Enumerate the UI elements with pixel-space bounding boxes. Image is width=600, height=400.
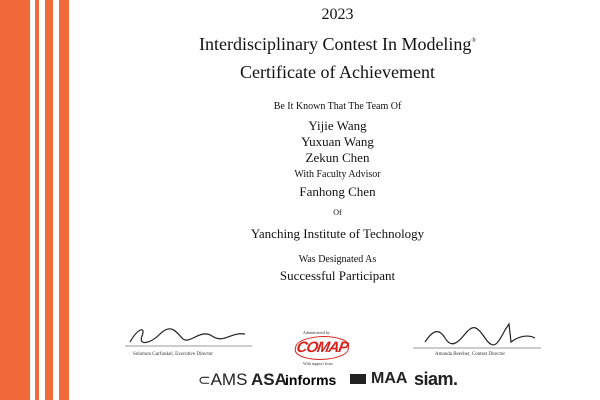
left-stripe-border	[0, 0, 72, 400]
asa-logo: ASA	[251, 370, 287, 389]
informs-logo: informs	[285, 372, 337, 388]
registered-mark: ®	[471, 38, 476, 44]
administered-by-label: Administered by	[303, 330, 330, 335]
comap-logo-text: COMAP	[295, 339, 350, 356]
certificate-title: Certificate of Achievement	[240, 62, 435, 82]
advisor-name: Fanhong Chen	[299, 184, 376, 199]
institution-name: Yanching Institute of Technology	[250, 226, 425, 241]
ams-logo: ⊂AMS	[198, 370, 248, 389]
maa-logo: MAA	[371, 370, 408, 387]
contest-name: Interdisciplinary Contest In Modeling®	[198, 34, 476, 54]
designated-label: Was Designated As	[298, 254, 377, 265]
team-member: Zekun Chen	[305, 150, 370, 165]
of-label: Of	[333, 208, 342, 217]
award-title: Successful Participant	[279, 268, 396, 283]
maa-emblem-icon	[350, 374, 366, 384]
certificate-year: 2023	[321, 6, 354, 23]
contest-director-signature	[405, 320, 545, 352]
advisor-label: With Faculty Advisor	[294, 169, 381, 180]
executive-director-signature	[120, 322, 255, 350]
support-label: With support from	[303, 361, 333, 366]
team-member: Yijie Wang	[308, 118, 367, 133]
contest-director-caption: Amanda Beecher, Contest Director	[435, 352, 506, 357]
executive-director-caption: Solomon Garfunkel, Executive Director	[133, 352, 213, 357]
intro-text: Be It Known That The Team Of	[273, 101, 402, 112]
team-member: Yuxuan Wang	[301, 134, 374, 149]
comap-logo	[293, 336, 351, 360]
certificate-body	[75, 0, 600, 400]
siam-logo: siam.	[414, 369, 458, 389]
